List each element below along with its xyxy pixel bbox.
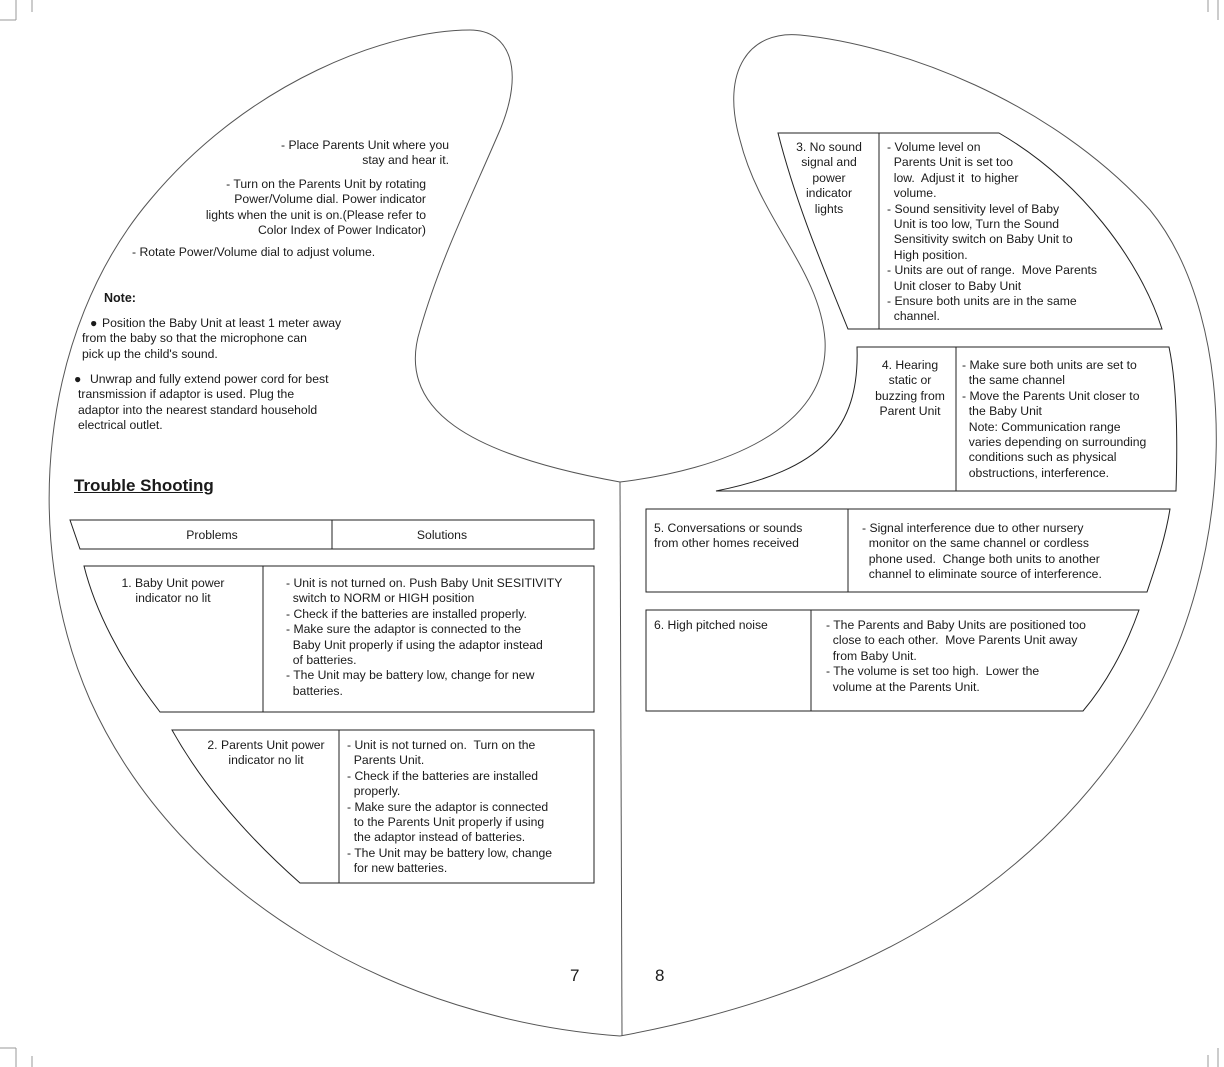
row-5-solution: - Signal interference due to other nursery monitor on the same channel or cordless phone used. Change both units to another channel to eliminate source of interference. [862,521,1102,582]
row-3-solution: - Volume level on Parents Unit is set too low. Adjust it to higher volume. - Sound sensitivity level of Baby Unit is too low, Turn the Sound Sensitivity switch on Baby Unit to High position. - Units are out of range. Move Parents Unit closer to Baby Unit - Ensure both units are in the same channel. [887,140,1097,324]
instruction-turn-on-parents-unit: - Turn on the Parents Unit by rotating Power/Volume dial. Power indicator lights when the unit is on.(Please refer to Color Index of Power Indicator) [205,177,426,238]
page-number-right: 8 [655,966,665,985]
instruction-rotate-dial: - Rotate Power/Volume dial to adjust volume. [132,245,376,259]
page-number-left: 7 [570,966,580,985]
instruction-place-parents-unit: - Place Parents Unit where you stay and hear it. [281,138,449,168]
row-6-solution: - The Parents and Baby Units are positioned too close to each other. Move Parents Unit away from Baby Unit. - The volume is set too high. Lower the volume at the Parents Unit. [826,618,1086,694]
note-unwrap-power-cord: Unwrap and fully extend power cord for best transmission if adaptor is used. Plug the adaptor into the nearest standard household electrical outlet. [78,372,329,433]
row-1-solution: - Unit is not turned on. Push Baby Unit SESITIVITY switch to NORM or HIGH position - Check if the batteries are installed properly. - Make sure the adaptor is connected to the Baby Unit properly if using the adaptor instead of batteries. - The Unit may be battery low, change for new batteries. [286,576,563,698]
row-2-solution: - Unit is not turned on. Turn on the Parents Unit. - Check if the batteries are installed properly. - Make sure the adaptor is connected to the Parents Unit properly if using the adaptor instead of batteries. - The Unit may be battery low, change for new batteries. [347,738,553,876]
row-3-problem: 3. No sound signal and power indicator lights [796,140,862,216]
bullet-icon: ● [90,316,98,330]
bullet-icon: ● [74,372,82,386]
row-2-problem: 2. Parents Unit power indicator no lit [207,738,325,768]
row-1-problem: 1. Baby Unit power indicator no lit [121,576,225,606]
note-label: Note: [104,291,136,305]
row-5-problem: 5. Conversations or sounds from other homes received [654,521,803,551]
note-position-baby-unit: Position the Baby Unit at least 1 meter away from the baby so that the microphone can pick up the child's sound. [82,316,342,361]
column-header-problems: Problems [186,528,238,542]
row-4-problem: 4. Hearing static or buzzing from Parent Unit [875,358,945,419]
section-title-trouble-shooting: Trouble Shooting [74,476,214,495]
column-header-solutions: Solutions [416,528,468,542]
row-4-solution: - Make sure both units are set to the same channel - Move the Parents Unit closer to the Baby Unit Note: Communication range varies depending on surrounding conditions such as physical obstructions, interference. [962,358,1147,480]
row-6-problem: 6. High pitched noise [654,618,768,632]
spine-line [620,482,622,1036]
